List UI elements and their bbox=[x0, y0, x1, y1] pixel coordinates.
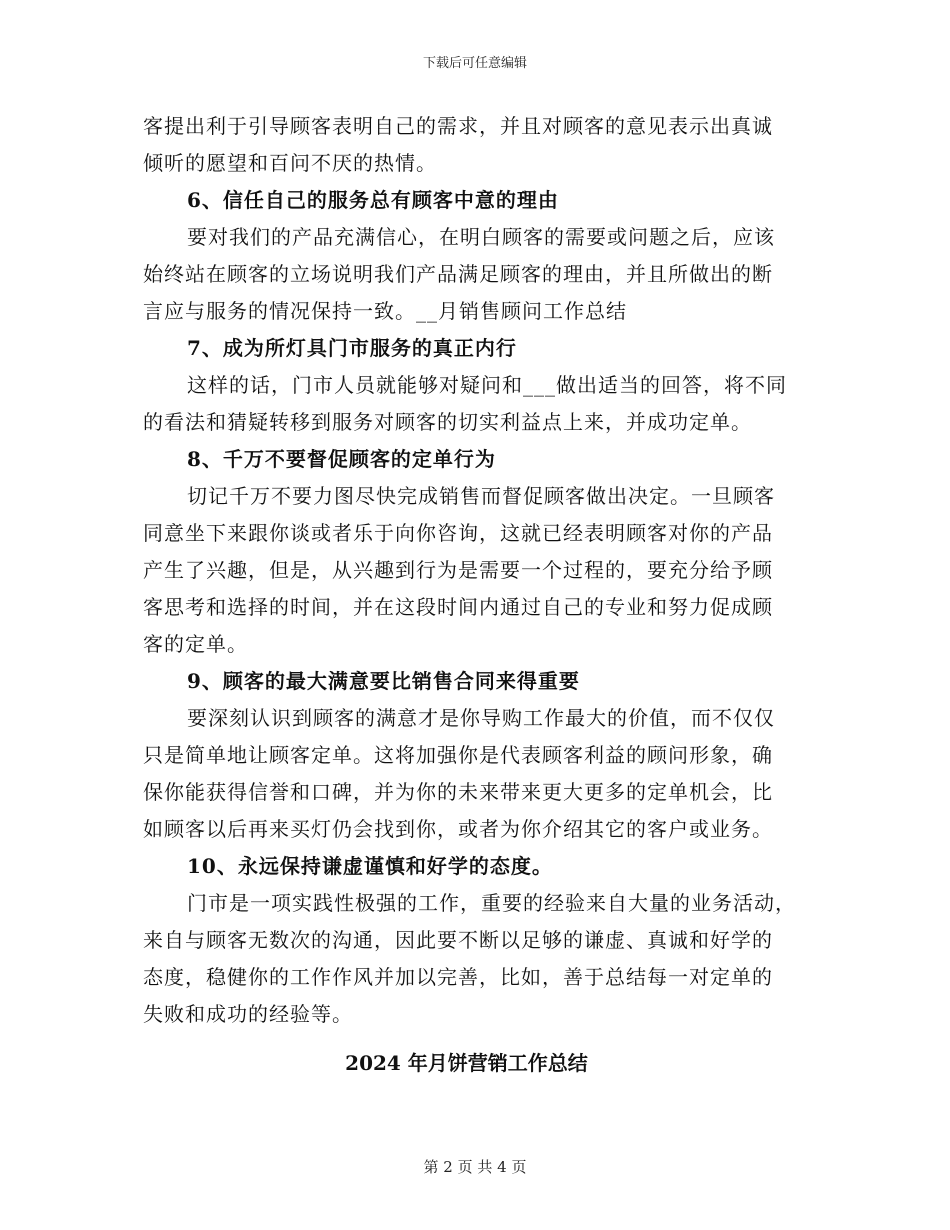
paragraph bbox=[143, 478, 810, 663]
paragraph bbox=[143, 219, 810, 330]
text-line: 来自与顾客无数次的沟通，因此要不断以足够的谦虚、真诚和好学的 bbox=[143, 928, 773, 952]
text-line: 产生了兴趣，但是，从兴趣到行为是需要一个过程的，要充分给予顾 bbox=[143, 558, 773, 582]
page-header: 下载后可任意编辑 bbox=[422, 56, 527, 71]
document-title: 2024 年月饼营销工作总结 bbox=[345, 1051, 588, 1075]
section-heading-8: 8、千万不要督促顾客的定单行为 bbox=[187, 447, 496, 471]
section-heading-6: 6、信任自己的服务总有顾客中意的理由 bbox=[187, 188, 559, 212]
text-line: 保你能获得信誉和口碑，并为你的未来带来更大更多的定单机会，比 bbox=[143, 780, 773, 804]
text-line: 客提出利于引导顾客表明自己的需求，并且对顾客的意见表示出真诚 bbox=[143, 114, 773, 138]
text-line: 同意坐下来跟你谈或者乐于向你咨询，这就已经表明顾客对你的产品 bbox=[143, 521, 773, 545]
text-line: 切记千万不要力图尽快完成销售而督促顾客做出决定。一旦顾客 bbox=[187, 484, 775, 508]
document-body bbox=[143, 108, 810, 1082]
text-line: 要深刻认识到顾客的满意才是你导购工作最大的价值，而不仅仅 bbox=[187, 706, 775, 730]
text-line: 只是简单地让顾客定单。这将加强你是代表顾客利益的顾问形象，确 bbox=[143, 743, 773, 767]
paragraph bbox=[143, 367, 810, 441]
page-footer: 第 2 页 共 4 页 bbox=[423, 1158, 527, 1176]
text-line: 失败和成功的经验等。 bbox=[143, 1002, 353, 1026]
text-line: 的看法和猜疑转移到服务对顾客的切实利益点上来，并成功定单。 bbox=[143, 410, 752, 434]
text-line: 态度，稳健你的工作作风并加以完善，比如，善于总结每一对定单的 bbox=[143, 965, 773, 989]
section-heading-9: 9、顾客的最大满意要比销售合同来得重要 bbox=[187, 669, 580, 693]
section-heading-10: 10、永远保持谦虚谨慎和好学的态度。 bbox=[187, 854, 553, 878]
text-line: 客的定单。 bbox=[143, 632, 248, 656]
text-line: 言应与服务的情况保持一致。__月销售顾问工作总结 bbox=[143, 299, 627, 323]
paragraph bbox=[143, 108, 810, 182]
section-heading-7: 7、成为所灯具门市服务的真正内行 bbox=[187, 336, 517, 360]
paragraph bbox=[143, 885, 810, 1033]
text-line: 客思考和选择的时间，并在这段时间内通过自己的专业和努力促成顾 bbox=[143, 595, 773, 619]
text-line: 始终站在顾客的立场说明我们产品满足顾客的理由，并且所做出的断 bbox=[143, 262, 773, 286]
paragraph bbox=[143, 700, 810, 848]
text-line: 倾听的愿望和百问不厌的热情。 bbox=[143, 151, 437, 175]
text-line: 门市是一项实践性极强的工作，重要的经验来自大量的业务活动， bbox=[187, 891, 796, 915]
text-line: 要对我们的产品充满信心，在明白顾客的需要或问题之后，应该 bbox=[187, 225, 775, 249]
text-line: 如顾客以后再来买灯仍会找到你，或者为你介绍其它的客户或业务。 bbox=[143, 817, 773, 841]
text-line: 这样的话，门市人员就能够对疑问和___做出适当的回答，将不同 bbox=[187, 373, 787, 397]
